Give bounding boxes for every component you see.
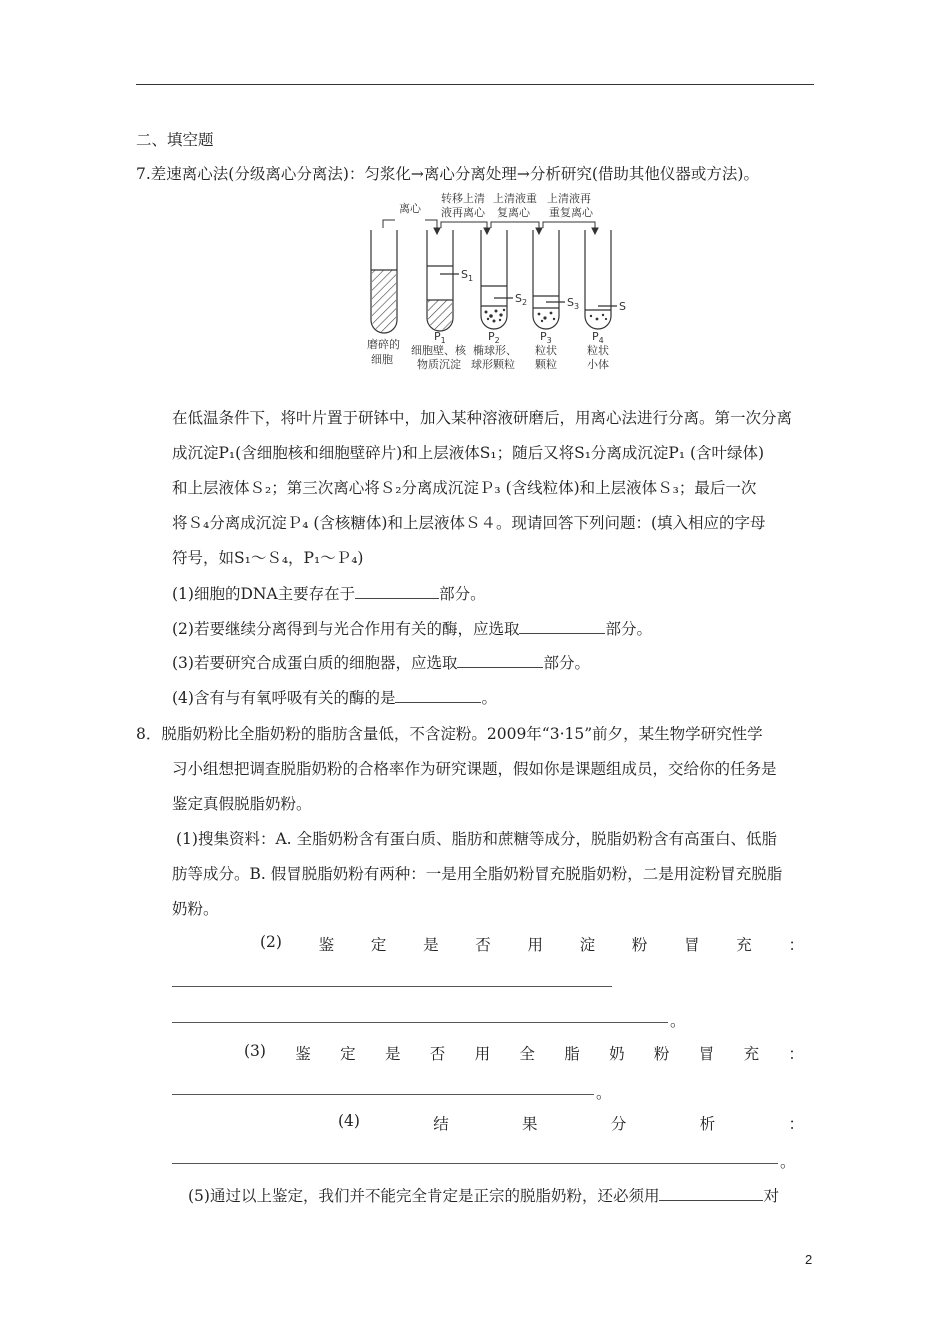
test-tube-3 [481, 230, 513, 329]
caption-tube-5-line-1: 粒状 [587, 344, 609, 357]
p-label-3: $P_3$ [540, 330, 552, 345]
caption-tube-2-line-1: 细胞壁、核 [411, 344, 466, 357]
caption-tube-4-line-1: 粒状 [535, 344, 557, 357]
section-title: 二、填空题 [136, 131, 214, 149]
caption-tube-1-line-2: 细胞 [371, 353, 393, 366]
q8-part1-line-1: (1)搜集资料：A. 全脂奶粉含有蛋白质、脂肪和蔗糖等成分，脱脂奶粉含有高蛋白、低脂 [176, 830, 778, 848]
q7-para-line-1: 在低温条件下，将叶片置于研钵中，加入某种溶液研磨后，用离心法进行分离。第一次分离 [172, 409, 793, 427]
answer-blank-q7-3[interactable] [457, 653, 543, 668]
answer-blank-q7-4[interactable] [395, 688, 481, 703]
answer-blank-part5[interactable] [659, 1186, 763, 1201]
test-tube-5 [585, 230, 617, 329]
step-label-repeat-2: 复离心 [497, 206, 530, 219]
q7-question-1: (1)细胞的DNA主要存在于 部分。 [172, 585, 486, 603]
s-label-1: $S_1$ [461, 268, 474, 283]
q8-intro-line-3: 鉴定真假脱脂奶粉。 [172, 795, 312, 813]
page-number: 2 [805, 1252, 813, 1267]
sediment-granules-3 [485, 309, 506, 323]
q8-part1-line-3: 奶粉。 [172, 900, 219, 918]
q7-question-4: (4)含有与有氧呼吸有关的酶的是 。 [172, 689, 497, 707]
step-label-again-1: 上清液再 [547, 192, 591, 205]
q7-para-line-5: 符号，如S₁～Ｓ₄，P₁～Ｐ₄) [172, 549, 364, 567]
s-label-2: $S_2$ [515, 292, 528, 307]
p-label-4: $P_4$ [592, 330, 604, 345]
header-rule [136, 84, 814, 85]
answer-line-part2-2[interactable] [172, 1022, 668, 1023]
period-part2: 。 [670, 1012, 686, 1030]
caption-tube-5-line-2: 小体 [587, 358, 609, 370]
answer-line-part4[interactable] [172, 1163, 778, 1164]
s-label-3: $S_3$ [567, 296, 580, 311]
period-part3: 。 [596, 1084, 612, 1102]
q8-intro-line-2: 习小组想把调查脱脂奶粉的合格率作为研究课题，假如你是课题组成员，交给你的任务是 [172, 760, 777, 778]
caption-tube-1-line-1: 磨碎的 [367, 338, 400, 351]
step-label-transfer-2: 液再离心 [441, 206, 485, 219]
q8-part3-prompt: (3) 鉴 定 是 否 用 全 脂 奶 粉 冒 充 ： [244, 1042, 804, 1063]
caption-tube-3-line-1: 椭球形、 [473, 344, 517, 357]
q7-intro: 7.差速离心法(分级离心分离法)：匀浆化→离心分离处理→分析研究(借助其他仪器或方法)。 [136, 165, 759, 183]
q7-question-2: (2)若要继续分离得到与光合作用有关的酶，应选取 部分。 [172, 620, 652, 638]
q7-para-line-3: 和上层液体Ｓ₂；第三次离心将Ｓ₂分离成沉淀Ｐ₃ (含线粒体)和上层液体Ｓ₃；最后一次 [172, 479, 757, 497]
answer-blank-q7-2[interactable] [519, 619, 605, 634]
q7-para-line-4: 将Ｓ₄分离成沉淀Ｐ₄ (含核糖体)和上层液体Ｓ４。现请回答下列问题：(填入相应的字母 [172, 514, 766, 532]
s-label-4: S [619, 300, 626, 313]
centrifugation-diagram [355, 188, 635, 370]
q8-part1-line-2: 肪等成分。B. 假冒脱脂奶粉有两种：一是用全脂奶粉冒充脱脂奶粉，二是用淀粉冒充脱脂 [172, 865, 783, 883]
q7-para-line-2: 成沉淀P₁(含细胞核和细胞壁碎片)和上层液体S₁；随后又将S₁分离成沉淀P₁ (含叶绿体) [172, 444, 765, 462]
step-label-centrifuge: 离心 [399, 202, 421, 215]
p-label-1: $P_1$ [434, 330, 446, 345]
q8-intro-line-1: 8．脱脂奶粉比全脂奶粉的脂肪含量低，不含淀粉。2009年“3·15”前夕，某生物学研究性学 [136, 725, 763, 743]
step-label-transfer-1: 转移上清 [441, 192, 485, 205]
answer-blank-q7-1[interactable] [355, 584, 439, 599]
caption-tube-3-line-2: 球形颗粒 [471, 358, 515, 370]
q8-part2-prompt: (2) 鉴 定 是 否 用 淀 粉 冒 充 ： [260, 933, 804, 954]
answer-line-part2-1[interactable] [172, 986, 612, 987]
test-tube-1 [371, 230, 397, 333]
step-label-again-2: 重复离心 [549, 206, 593, 219]
caption-tube-4-line-2: 颗粒 [535, 358, 557, 370]
p-label-2: $P_2$ [488, 330, 500, 345]
q8-part4-prompt: (4) 结 果 分 析 ： [338, 1112, 804, 1133]
q7-question-3: (3)若要研究合成蛋白质的细胞器，应选取 部分。 [172, 654, 590, 672]
sediment-granules-5 [590, 314, 607, 321]
sediment-granules-4 [538, 312, 556, 323]
test-tube-2 [427, 230, 459, 331]
step-label-repeat-1: 上清液重 [493, 192, 537, 205]
q8-part5: (5)通过以上鉴定，我们并不能完全肯定是正宗的脱脂奶粉，还必须用 对 [188, 1187, 779, 1205]
caption-tube-2-line-2: 物质沉淀 [417, 358, 461, 370]
period-part4: 。 [780, 1153, 796, 1171]
answer-line-part3[interactable] [172, 1094, 594, 1095]
